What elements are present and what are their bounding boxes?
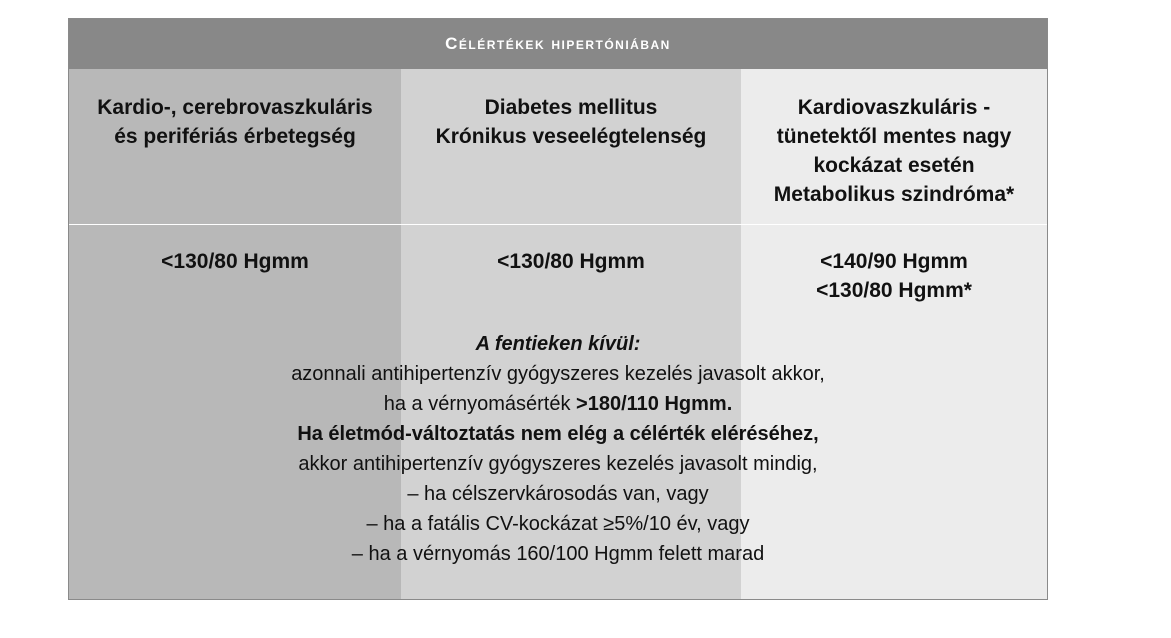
target-value: <130/80 Hgmm bbox=[161, 250, 309, 273]
notes-line: azonnali antihipertenzív gyógyszeres kezelés javasolt akkor, bbox=[291, 363, 825, 385]
target-value: <140/90 Hgmm bbox=[820, 250, 968, 273]
notes-line-text: ha a vérnyomásérték bbox=[383, 393, 577, 415]
target-value: <130/80 Hgmm bbox=[497, 250, 645, 273]
threshold-value: >180/110 Hgmm. bbox=[576, 393, 733, 415]
header-text: Kardiovaszkuláris - bbox=[797, 96, 991, 119]
header-text: Krónikus veseelégtelenség bbox=[435, 125, 707, 148]
header-text: Metabolikus szindróma* bbox=[773, 183, 1015, 206]
notes-line: Ha életmód-változtatás nem elég a célérték eléréséhez, bbox=[297, 423, 819, 445]
notes-list-item: – ha a fatális CV-kockázat ≥5%/10 év, vagy bbox=[366, 513, 750, 535]
target-cell-1 bbox=[69, 225, 401, 276]
target-values-table bbox=[68, 18, 1048, 600]
header-cell-diabetes bbox=[401, 69, 741, 151]
header-cell-high-risk bbox=[741, 69, 1047, 209]
header-text: Kardio-, cerebrovaszkuláris bbox=[97, 96, 373, 119]
header-row bbox=[69, 69, 1047, 225]
notes-list-item: – ha a vérnyomás 160/100 Hgmm felett marad bbox=[351, 543, 765, 565]
notes-line: akkor antihipertenzív gyógyszeres kezelés javasolt mindig, bbox=[298, 453, 818, 475]
header-text: tünetektől mentes nagy bbox=[776, 125, 1012, 148]
notes-list-item: – ha célszervkárosodás van, vagy bbox=[407, 483, 709, 505]
notes-lead: A fentieken kívül: bbox=[475, 333, 641, 355]
header-text: és perifériás érbetegség bbox=[114, 125, 356, 148]
header-text: kockázat esetén bbox=[813, 154, 975, 177]
notes-line bbox=[69, 389, 1047, 419]
table-title: Célértékek hipertóniában bbox=[69, 19, 1047, 69]
target-cell-2 bbox=[401, 225, 741, 276]
header-text: Diabetes mellitus bbox=[484, 96, 658, 119]
target-value: <130/80 Hgmm* bbox=[816, 279, 972, 302]
target-cell-3 bbox=[741, 225, 1047, 305]
header-cell-cardio-cerebro bbox=[69, 69, 401, 151]
notes-block bbox=[69, 329, 1047, 569]
target-values-row bbox=[69, 225, 1047, 315]
